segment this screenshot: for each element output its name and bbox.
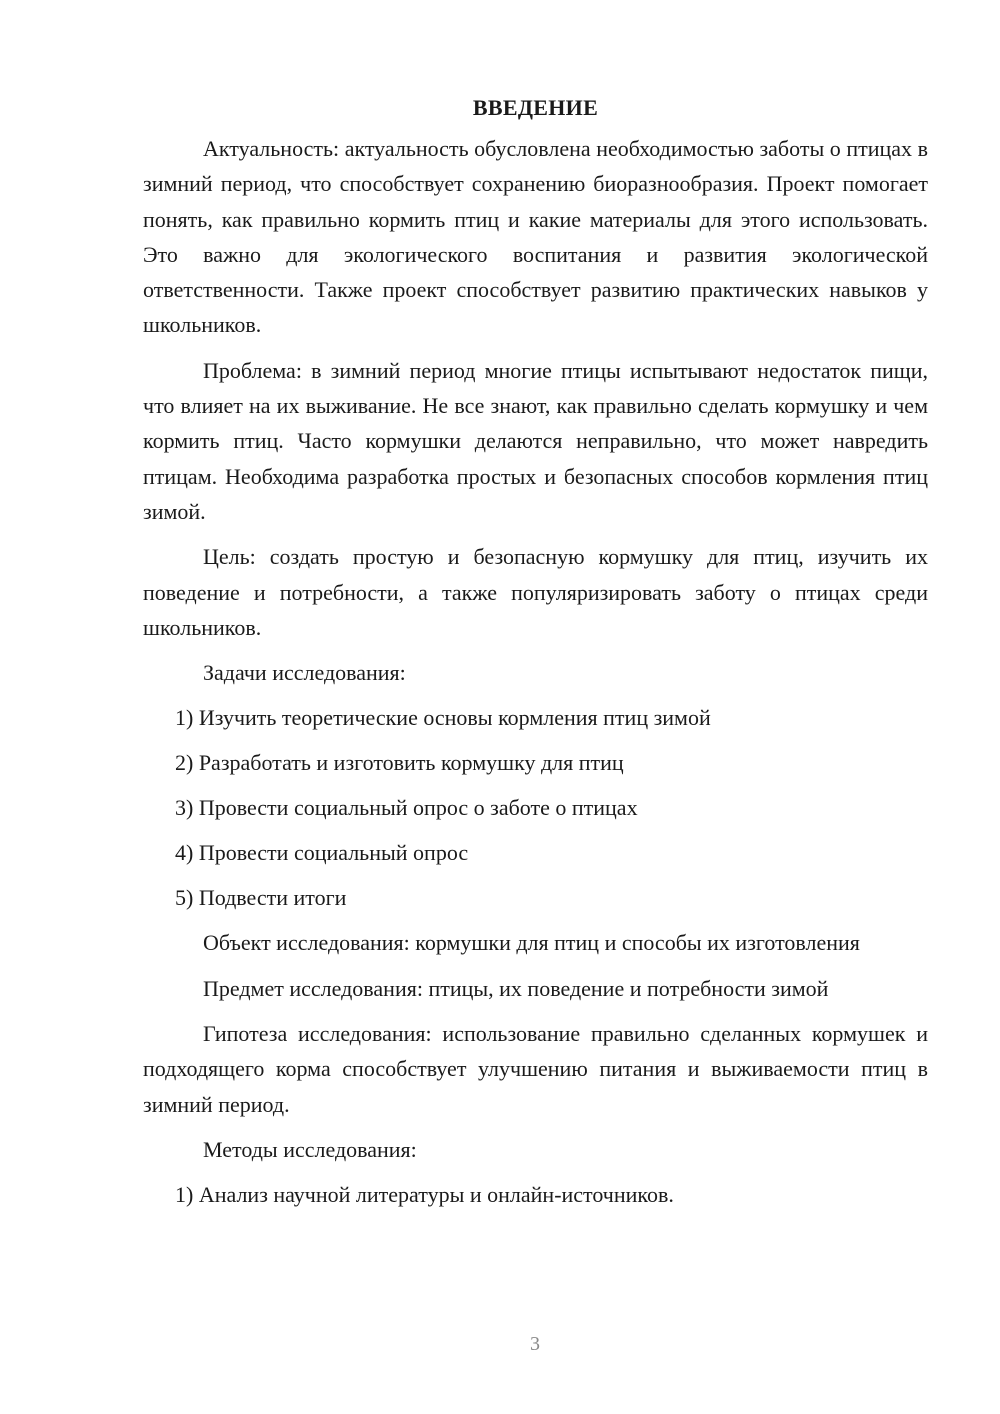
tasks-list [143, 700, 928, 915]
list-item: 1) Анализ научной литературы и онлайн-источников. [175, 1182, 674, 1208]
tasks-heading: Задачи исследования: [203, 660, 406, 686]
list-item: 4) Провести социальный опрос [175, 840, 469, 866]
object-paragraph: Объект исследования: кормушки для птиц и способы их изготовления [203, 930, 860, 956]
relevance-paragraph: Актуальность: актуальность обусловлена необходимостью заботы о птицах в зимний период, что способствует сохранению биоразнообразия. Проект помогает понять, как правильно кормить птиц и какие материалы для этого использовать. Это важно для экологического воспитания и развития экологической ответственности. Также проект способствует развитию практических навыков у школьников. [143, 136, 928, 338]
list-item: 1) Изучить теоретические основы кормления птиц зимой [175, 705, 711, 731]
hypothesis-paragraph: Гипотеза исследования: использование правильно сделанных кормушек и подходящего корма способствует улучшению питания и выживаемости птиц в зимний период. [143, 1021, 928, 1117]
list-item: 3) Провести социальный опрос о заботе о птицах [175, 795, 638, 821]
methods-heading: Методы исследования: [203, 1136, 417, 1162]
methods-list [143, 1177, 928, 1212]
goal-paragraph: Цель: создать простую и безопасную кормушку для птиц, изучить их поведение и потребности, а также популяризировать заботу о птицах среди школьников. [143, 544, 928, 640]
list-item: 2) Разработать и изготовить кормушку для птиц [175, 750, 624, 776]
problem-paragraph: Проблема: в зимний период многие птицы испытывают недостаток пищи, что влияет на их выживание. Не все знают, как правильно сделать кормушку и чем кормить птиц. Часто кормушки делаются неправильно, что может навредить птицам. Необходима разработка простых и безопасных способов кормления птиц зимой. [143, 357, 928, 524]
page-number: 3 [530, 1333, 540, 1355]
document-page [143, 90, 928, 1222]
list-item: 5) Подвести итоги [175, 885, 347, 911]
subject-paragraph: Предмет исследования: птицы, их поведение и потребности зимой [203, 975, 829, 1001]
page-title: ВВЕДЕНИЕ [472, 95, 599, 120]
